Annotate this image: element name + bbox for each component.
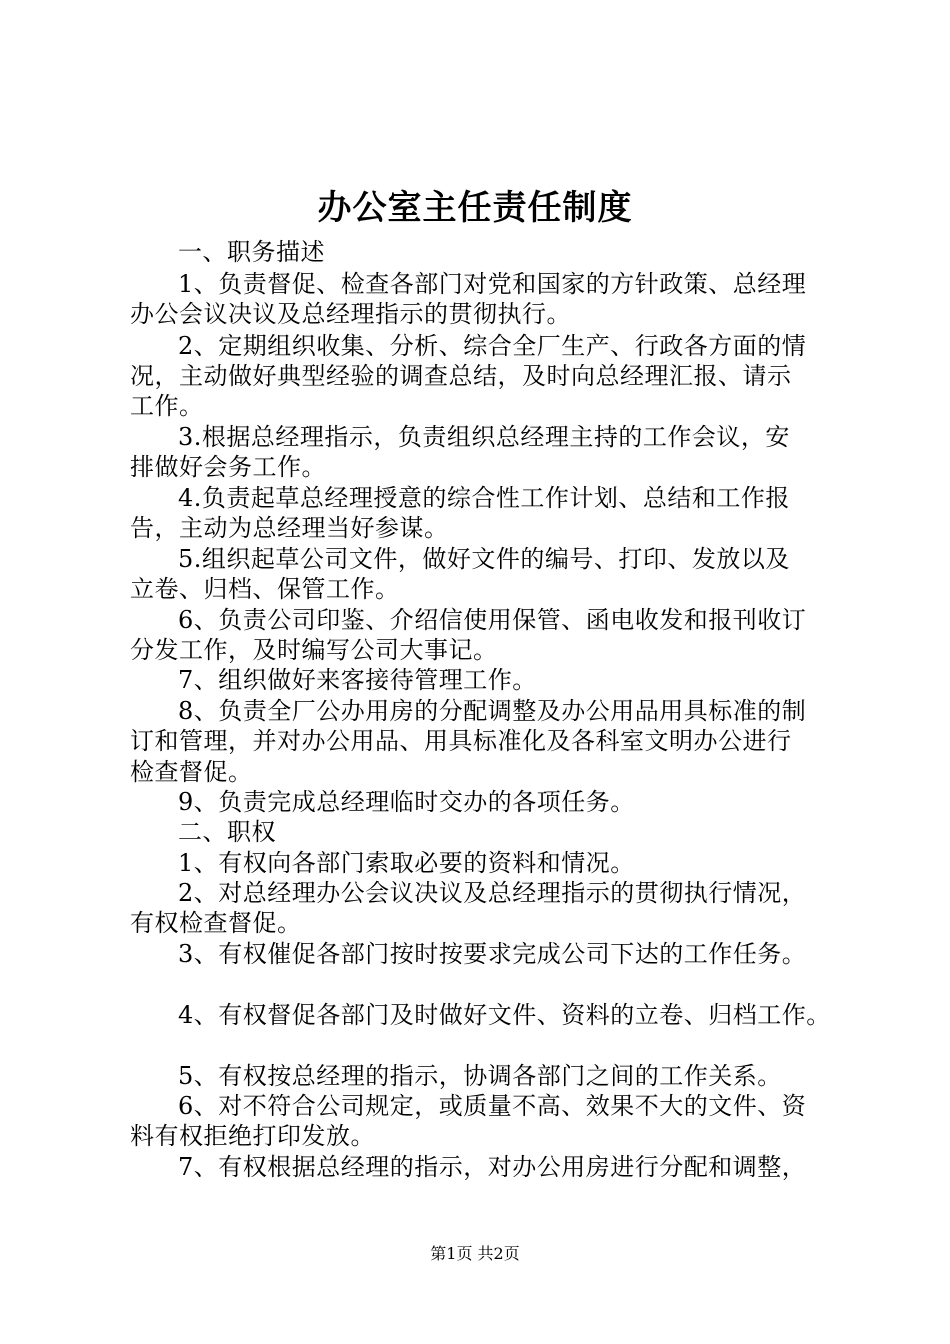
paragraph-line: 有权检查督促。 <box>130 909 302 937</box>
paragraph-line: 3.根据总经理指示，负责组织总经理主持的工作会议，安 <box>178 423 790 451</box>
paragraph-line: 料有权拒绝打印发放。 <box>130 1122 375 1150</box>
paragraph-line: 4.负责起草总经理授意的综合性工作计划、总结和工作报 <box>178 484 790 512</box>
paragraph-line: 办公会议决议及总经理指示的贯彻执行。 <box>130 300 571 328</box>
page-number-footer: 第1页 共2页 <box>430 1244 520 1263</box>
document-title: 办公室主任责任制度 <box>317 188 633 228</box>
paragraph-line: 8、负责全厂公办用房的分配调整及办公用品用具标准的制 <box>178 697 807 725</box>
paragraph-line: 6、负责公司印鉴、介绍信使用保管、函电收发和报刊收订 <box>178 606 807 634</box>
paragraph-line: 工作。 <box>130 392 204 420</box>
paragraph-line: 1、有权向各部门索取必要的资料和情况。 <box>178 849 635 877</box>
paragraph-line: 1、负责督促、检查各部门对党和国家的方针政策、总经理 <box>178 270 807 298</box>
paragraph-line: 检查督促。 <box>130 758 253 786</box>
paragraph-line: 7、组织做好来客接待管理工作。 <box>178 666 537 694</box>
paragraph-line: 告，主动为总经理当好参谋。 <box>130 514 449 542</box>
paragraph-line: 9、负责完成总经理临时交办的各项任务。 <box>178 788 635 816</box>
paragraph-line: 2、定期组织收集、分析、综合全厂生产、行政各方面的情 <box>178 332 807 360</box>
paragraph-line: 况，主动做好典型经验的调查总结，及时向总经理汇报、请示 <box>130 362 792 390</box>
paragraph-line: 排做好会务工作。 <box>130 453 326 481</box>
paragraph-line: 4、有权督促各部门及时做好文件、资料的立卷、归档工作。 <box>178 1001 831 1029</box>
paragraph-line: 立卷、归档、保管工作。 <box>130 575 400 603</box>
section-heading-duties: 一、职务描述 <box>178 238 325 266</box>
paragraph-line: 分发工作，及时编写公司大事记。 <box>130 636 498 664</box>
paragraph-line: 5.组织起草公司文件，做好文件的编号、打印、发放以及 <box>178 545 790 573</box>
paragraph-line: 3、有权催促各部门按时按要求完成公司下达的工作任务。 <box>178 940 807 968</box>
paragraph-line: 2、对总经理办公会议决议及总经理指示的贯彻执行情况， <box>178 879 807 907</box>
paragraph-line: 6、对不符合公司规定，或质量不高、效果不大的文件、资 <box>178 1092 807 1120</box>
paragraph-line: 5、有权按总经理的指示，协调各部门之间的工作关系。 <box>178 1062 782 1090</box>
paragraph-line: 订和管理，并对办公用品、用具标准化及各科室文明办公进行 <box>130 727 792 755</box>
paragraph-line: 7、有权根据总经理的指示，对办公用房进行分配和调整， <box>178 1153 807 1181</box>
section-heading-authority: 二、职权 <box>178 818 276 846</box>
